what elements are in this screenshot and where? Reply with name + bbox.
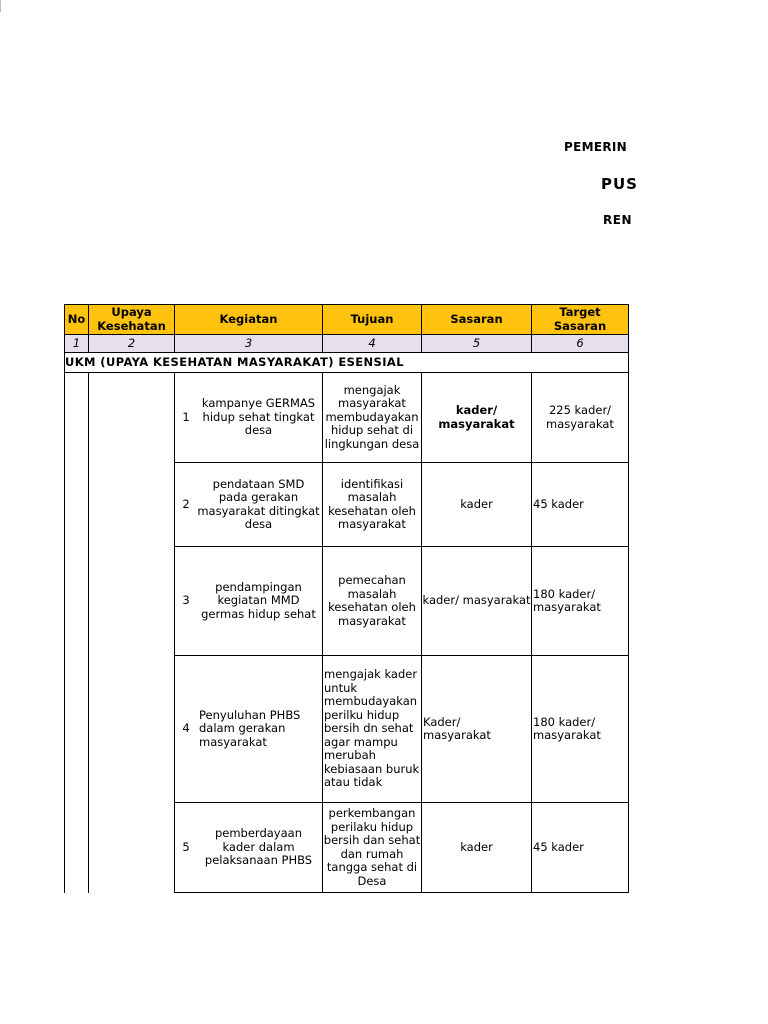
table-row [65,547,629,656]
row-number: 2 [182,496,190,511]
table-row [65,803,629,893]
cell-upaya[interactable] [89,463,175,547]
cell-kegiatan[interactable] [175,803,323,893]
col-number[interactable]: 2 [89,335,175,353]
cell-sasaran[interactable]: Kader/ masyarakat [422,656,532,803]
spreadsheet-table [64,304,629,893]
kegiatan-text: kampanye GERMAS hidup sehat tingkat desa [201,396,316,438]
column-number-row [65,335,629,353]
cell-tujuan[interactable]: mengajak masyarakat membudayakan hidup sehat di lingkungan desa [323,373,422,463]
cell-sasaran[interactable]: kader/ masyarakat [422,373,532,463]
section-title[interactable]: UKM (UPAYA KESEHATAN MASYARAKAT) ESENSIAL [65,353,629,373]
col-number[interactable]: 6 [532,335,629,353]
col-header-upaya[interactable]: Upaya Kesehatan [89,305,175,335]
col-header-target[interactable]: Target Sasaran [532,305,629,335]
row-number: 1 [182,409,190,424]
col-number[interactable]: 3 [175,335,323,353]
col-number[interactable]: 5 [422,335,532,353]
cell-target[interactable]: 225 kader/ masyarakat [532,373,629,463]
kegiatan-text: pemberdayaan kader dalam pelaksanaan PHBS [204,826,313,868]
cell-sasaran[interactable]: kader [422,803,532,893]
cell-no[interactable] [65,803,89,893]
cell-kegiatan[interactable] [175,547,323,656]
header-line-2: PUS [601,175,638,193]
cell-no[interactable] [65,373,89,463]
cell-target[interactable]: 180 kader/ masyarakat [532,547,629,656]
col-number[interactable]: 4 [323,335,422,353]
cell-tujuan[interactable]: identifikasi masalah kesehatan oleh masyarakat [323,463,422,547]
cell-tujuan[interactable]: pemecahan masalah kesehatan oleh masyarakat [323,547,422,656]
col-header-kegiatan[interactable]: Kegiatan [175,305,323,335]
cell-upaya[interactable] [89,656,175,803]
table-row [65,656,629,803]
col-number[interactable]: 1 [65,335,89,353]
cell-no[interactable] [65,547,89,656]
col-header-tujuan[interactable]: Tujuan [323,305,422,335]
cell-no[interactable] [65,656,89,803]
cell-kegiatan[interactable] [175,463,323,547]
cell-upaya[interactable] [89,373,175,463]
section-row [65,353,629,373]
cell-upaya[interactable] [89,547,175,656]
table-row [65,373,629,463]
row-number: 5 [182,839,190,854]
cell-target[interactable]: 45 kader [532,463,629,547]
header-line-1: PEMERIN [564,140,627,154]
cell-kegiatan[interactable] [175,656,323,803]
cell-target[interactable]: 180 kader/ masyarakat [532,656,629,803]
cell-no[interactable] [65,463,89,547]
cell-sasaran[interactable]: kader/ masyarakat [422,547,532,656]
cell-target[interactable]: 45 kader [532,803,629,893]
kegiatan-text: pendataan SMD pada gerakan masyarakat ditingkat desa [197,476,320,531]
kegiatan-text: pendampingan kegiatan MMD germas hidup sehat [201,579,316,621]
cell-tujuan[interactable]: perkembangan perilaku hidup bersih dan sehat dan rumah tangga sehat di Desa [323,803,422,893]
cell-upaya[interactable] [89,803,175,893]
row-number: 4 [182,721,190,736]
row-number: 3 [182,593,190,608]
cell-kegiatan[interactable] [175,373,323,463]
cell-sasaran[interactable]: kader [422,463,532,547]
col-header-sasaran[interactable]: Sasaran [422,305,532,335]
kegiatan-text: Penyuluhan PHBS dalam gerakan masyarakat [199,707,301,749]
header-line-3: REN [603,213,632,227]
table-row [65,463,629,547]
cell-tujuan[interactable]: mengajak kader untuk membudayakan perilku hidup bersih dn sehat agar mampu merubah kebiasaan buruk atau tidak [323,656,422,803]
column-header-row [65,305,629,335]
col-header-no[interactable]: No [65,305,89,335]
